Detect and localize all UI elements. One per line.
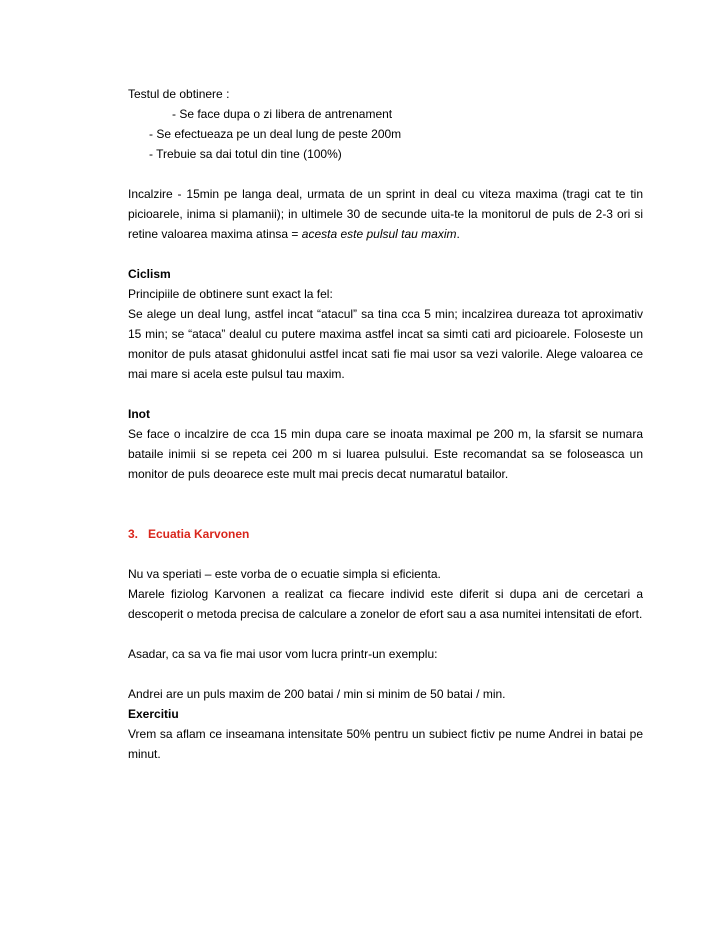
test-item-3: - Trebuie sa dai totul din tine (100%)	[149, 147, 342, 161]
spacer	[128, 484, 643, 504]
warmup-end: .	[456, 227, 460, 241]
karvonen-heading	[128, 524, 643, 544]
spacer	[128, 624, 643, 644]
karvonen-heading-title: Ecuatia Karvonen	[148, 527, 250, 541]
swim-paragraph: Se face o incalzire de cca 15 min dupa care se inoata maximal pe 200 m, la sfarsit se numara bataile inimii si se repeta cei 200 m si luarea pulsului. Este recomandat sa se foloseasca un monitor de puls deoarece este mult mai precis decat numaratul batailor.	[128, 427, 643, 481]
cycling-heading: Ciclism	[128, 267, 171, 281]
exercise-heading: Exercitiu	[128, 707, 179, 721]
cycling-intro: Principiile de obtinere sunt exact la fel:	[128, 287, 333, 301]
warmup-text: Incalzire - 15min pe langa deal, urmata de un sprint in deal cu viteza maxima (tragi cat te tin picioarele, inima si plamanii); in ultimele 30 de secunde uita-te la monitorul de puls de 2-3 ori si retine valoarea maxima atinsa =	[128, 187, 643, 241]
warmup-paragraph	[128, 184, 643, 244]
cycling-paragraph: Se alege un deal lung, astfel incat “atacul” sa tina cca 5 min; incalzirea dureaza tot aproximativ 15 min; se “ataca” dealul cu putere maxima astfel incat sa simti cati ard picioarele. Foloseste un monitor de puls atasat ghidonului astfel incat sati fie mai usor sa vezi valorile. Alege valoarea ce mai mare si acela este pulsul tau maxim.	[128, 307, 643, 381]
spacer	[128, 384, 643, 404]
spacer	[128, 244, 643, 264]
karvonen-heading-number: 3.	[128, 527, 139, 541]
test-title: Testul de obtinere :	[128, 87, 230, 101]
karvonen-p2: Marele fiziolog Karvonen a realizat ca fiecare individ este diferit si dupa ani de cercetari a descoperit o metoda precisa de calculare a zonelor de efort sau a asa numitei intensitati de efort.	[128, 587, 643, 621]
warmup-italic-text: acesta este pulsul tau maxim	[301, 227, 457, 241]
spacer	[128, 164, 643, 184]
karvonen-p1: Nu va speriati – este vorba de o ecuatie simpla si eficienta.	[128, 567, 441, 581]
karvonen-p3: Asadar, ca sa va fie mai usor vom lucra printr-un exemplu:	[128, 647, 438, 661]
spacer	[128, 504, 643, 524]
spacer	[128, 544, 643, 564]
test-item-1: - Se face dupa o zi libera de antrenament	[172, 107, 393, 121]
karvonen-p4: Andrei are un puls maxim de 200 batai / min si minim de 50 batai / min.	[128, 687, 506, 701]
swim-heading: Inot	[128, 407, 150, 421]
document-body	[128, 84, 643, 764]
test-item-2: - Se efectueaza pe un deal lung de peste 200m	[149, 127, 402, 141]
spacer	[128, 664, 643, 684]
exercise-paragraph: Vrem sa aflam ce inseamana intensitate 50% pentru un subiect fictiv pe nume Andrei in batai pe minut.	[128, 727, 643, 761]
